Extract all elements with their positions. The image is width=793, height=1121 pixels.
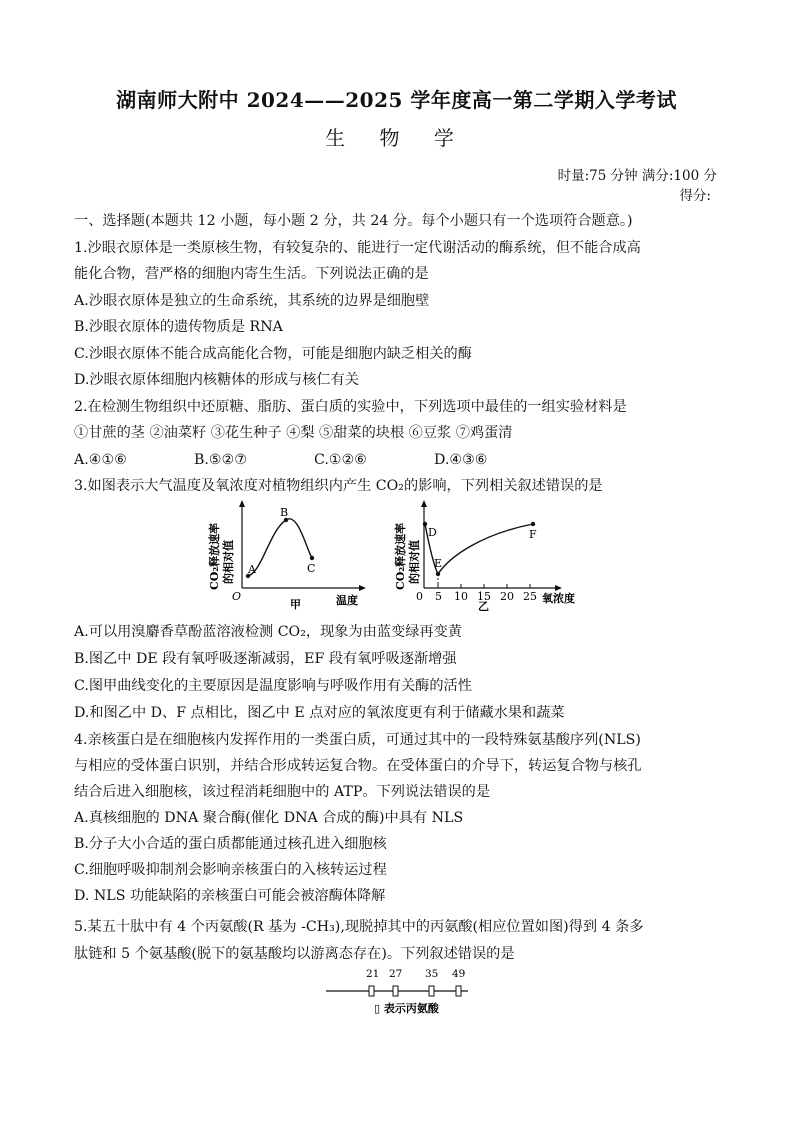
yi-caption: 乙 [478, 600, 489, 612]
yi-ylabel-2: 的相对值 [408, 540, 421, 584]
yi-label-d: D [428, 526, 437, 539]
yi-origin: 0 [416, 590, 423, 603]
yi-y-arrow [421, 500, 427, 507]
peptide-legend: ▯ 表示丙氨酸 [374, 1002, 439, 1015]
q4-stem-2: 与相应的受体蛋白识别，并结合形成转运复合物。在受体蛋白的介导下，转运复合物与核孔 [74, 758, 642, 774]
q2-options [74, 447, 554, 473]
yi-tick-5: 5 [435, 590, 442, 603]
figure-yi [392, 500, 622, 612]
pos-35: 35 [425, 968, 439, 980]
jia-caption: 甲 [290, 598, 301, 611]
jia-curve [248, 519, 312, 576]
yi-point-d [423, 522, 427, 526]
figure-jia [196, 500, 376, 612]
q4-option-c: C.细胞呼吸抑制剂会影响亲核蛋白的入核转运过程 [74, 862, 387, 878]
yi-label-e: E [434, 557, 443, 570]
q2-stem-1: 2.在检测生物组织中还原糖、脂肪、蛋白质的实验中，下列选项中最佳的一组实验材料是 [74, 399, 627, 415]
q4-stem-1: 4.亲核蛋白是在细胞核内发挥作用的一类蛋白质，可通过其中的一段特殊氨基酸序列(NLS) [74, 732, 641, 748]
jia-point-c [310, 556, 314, 560]
q1-option-b: B.沙眼衣原体的遗传物质是 RNA [74, 319, 283, 335]
subject-title: 生 物 学 [325, 126, 468, 150]
jia-y-arrow [239, 500, 245, 507]
exam-title: 湖南师大附中 2024——2025 学年度高一第二学期入学考试 [116, 88, 677, 112]
exam-meta [558, 166, 717, 206]
yi-label-f: F [529, 528, 537, 541]
q3-stem: 3.如图表示大气温度及氧浓度对植物组织内产生 CO₂的影响，下列相关叙述错误的是 [74, 478, 603, 494]
q2-option-c: C.①②⑥ [314, 452, 368, 468]
alanine-35 [429, 986, 434, 996]
yi-tick-15: 15 [477, 590, 491, 603]
yi-ylabel-1: CO₂释放速率 [394, 522, 407, 590]
jia-label-a: A [248, 563, 256, 576]
alanine-49 [456, 986, 461, 996]
q1-stem-1: 1.沙眼衣原体是一类原核生物，有较复杂的、能进行一定代谢活动的酶系统，但不能合成高 [74, 240, 641, 256]
q1-option-d: D.沙眼衣原体细胞内核糖体的形成与核仁有关 [74, 372, 359, 388]
pos-49: 49 [452, 968, 466, 980]
alanine-27 [393, 986, 398, 996]
jia-ylabel-2: 的相对值 [222, 540, 235, 584]
q1-option-c: C.沙眼衣原体不能合成高能化合物，可能是细胞内缺乏相关的酶 [74, 346, 472, 362]
yi-x-arrow [555, 585, 562, 591]
jia-x-arrow [359, 585, 366, 591]
q4-option-b: B.分子大小合适的蛋白质都能通过核孔进入细胞核 [74, 836, 387, 852]
jia-xlabel: 温度 [336, 594, 358, 607]
jia-ylabel-1: CO₂释放速率 [208, 522, 221, 590]
q4-stem-3: 结合后进入细胞核，该过程消耗细胞中的 ATP。下列说法错误的是 [74, 784, 491, 800]
score-label: 得分: [679, 188, 711, 204]
alanine-21 [369, 986, 374, 996]
q1-stem-2: 能化合物，营严格的细胞内寄生生活。下列说法正确的是 [74, 266, 429, 282]
q2-option-a: A.④①⑥ [74, 452, 127, 468]
yi-xlabel: 氧浓度 [542, 592, 575, 605]
q4-option-a: A.真核细胞的 DNA 聚合酶(催化 DNA 合成的酶)中具有 NLS [74, 810, 464, 826]
q2-option-d: D.④③⑥ [434, 452, 488, 468]
q3-option-a: A.可以用溴麝香草酚蓝溶液检测 CO₂，现象为由蓝变绿再变黄 [74, 624, 462, 640]
jia-label-b: B [280, 506, 289, 519]
time-score: 时量:75 分钟 满分:100 分 [557, 168, 717, 184]
pos-27: 27 [389, 968, 403, 980]
q2-option-b: B.⑤②⑦ [194, 452, 248, 468]
q3-option-c: C.图甲曲线变化的主要原因是温度影响与呼吸作用有关酶的活性 [74, 678, 472, 694]
pos-21: 21 [366, 968, 380, 980]
yi-tick-20: 20 [500, 590, 514, 603]
q1-option-a: A.沙眼衣原体是独立的生命系统，其系统的边界是细胞壁 [74, 293, 430, 309]
yi-point-f [531, 522, 535, 526]
q3-option-d: D.和图乙中 D、F 点相比，图乙中 E 点对应的氧浓度更有利于储藏水果和蔬菜 [74, 705, 565, 721]
yi-tick-25: 25 [523, 590, 537, 603]
jia-origin: O [232, 590, 242, 603]
jia-label-c: C [307, 562, 316, 575]
yi-point-e [436, 572, 440, 576]
q3-option-b: B.图乙中 DE 段有氧呼吸逐渐减弱，EF 段有氧呼吸逐渐增强 [74, 651, 457, 667]
q5-stem-2: 肽链和 5 个氨基酸(脱下的氨基酸均以游离态存在)。下列叙述错误的是 [74, 946, 515, 962]
figure-peptide [322, 966, 482, 1016]
q2-stem-2: ①甘蔗的茎 ②油菜籽 ③花生种子 ④梨 ⑤甜菜的块根 ⑥豆浆 ⑦鸡蛋清 [74, 425, 513, 441]
q4-option-d: D. NLS 功能缺陷的亲核蛋白可能会被溶酶体降解 [74, 888, 386, 904]
yi-tick-10: 10 [454, 590, 468, 603]
q5-stem-1: 5.某五十肽中有 4 个丙氨酸(R 基为 -CH₃),现脱掉其中的丙氨酸(相应位置如图)得到 4 条多 [74, 919, 644, 935]
section-heading: 一、选择题(本题共 12 小题，每小题 2 分，共 24 分。每个小题只有一个选项符合题意。) [74, 213, 633, 229]
